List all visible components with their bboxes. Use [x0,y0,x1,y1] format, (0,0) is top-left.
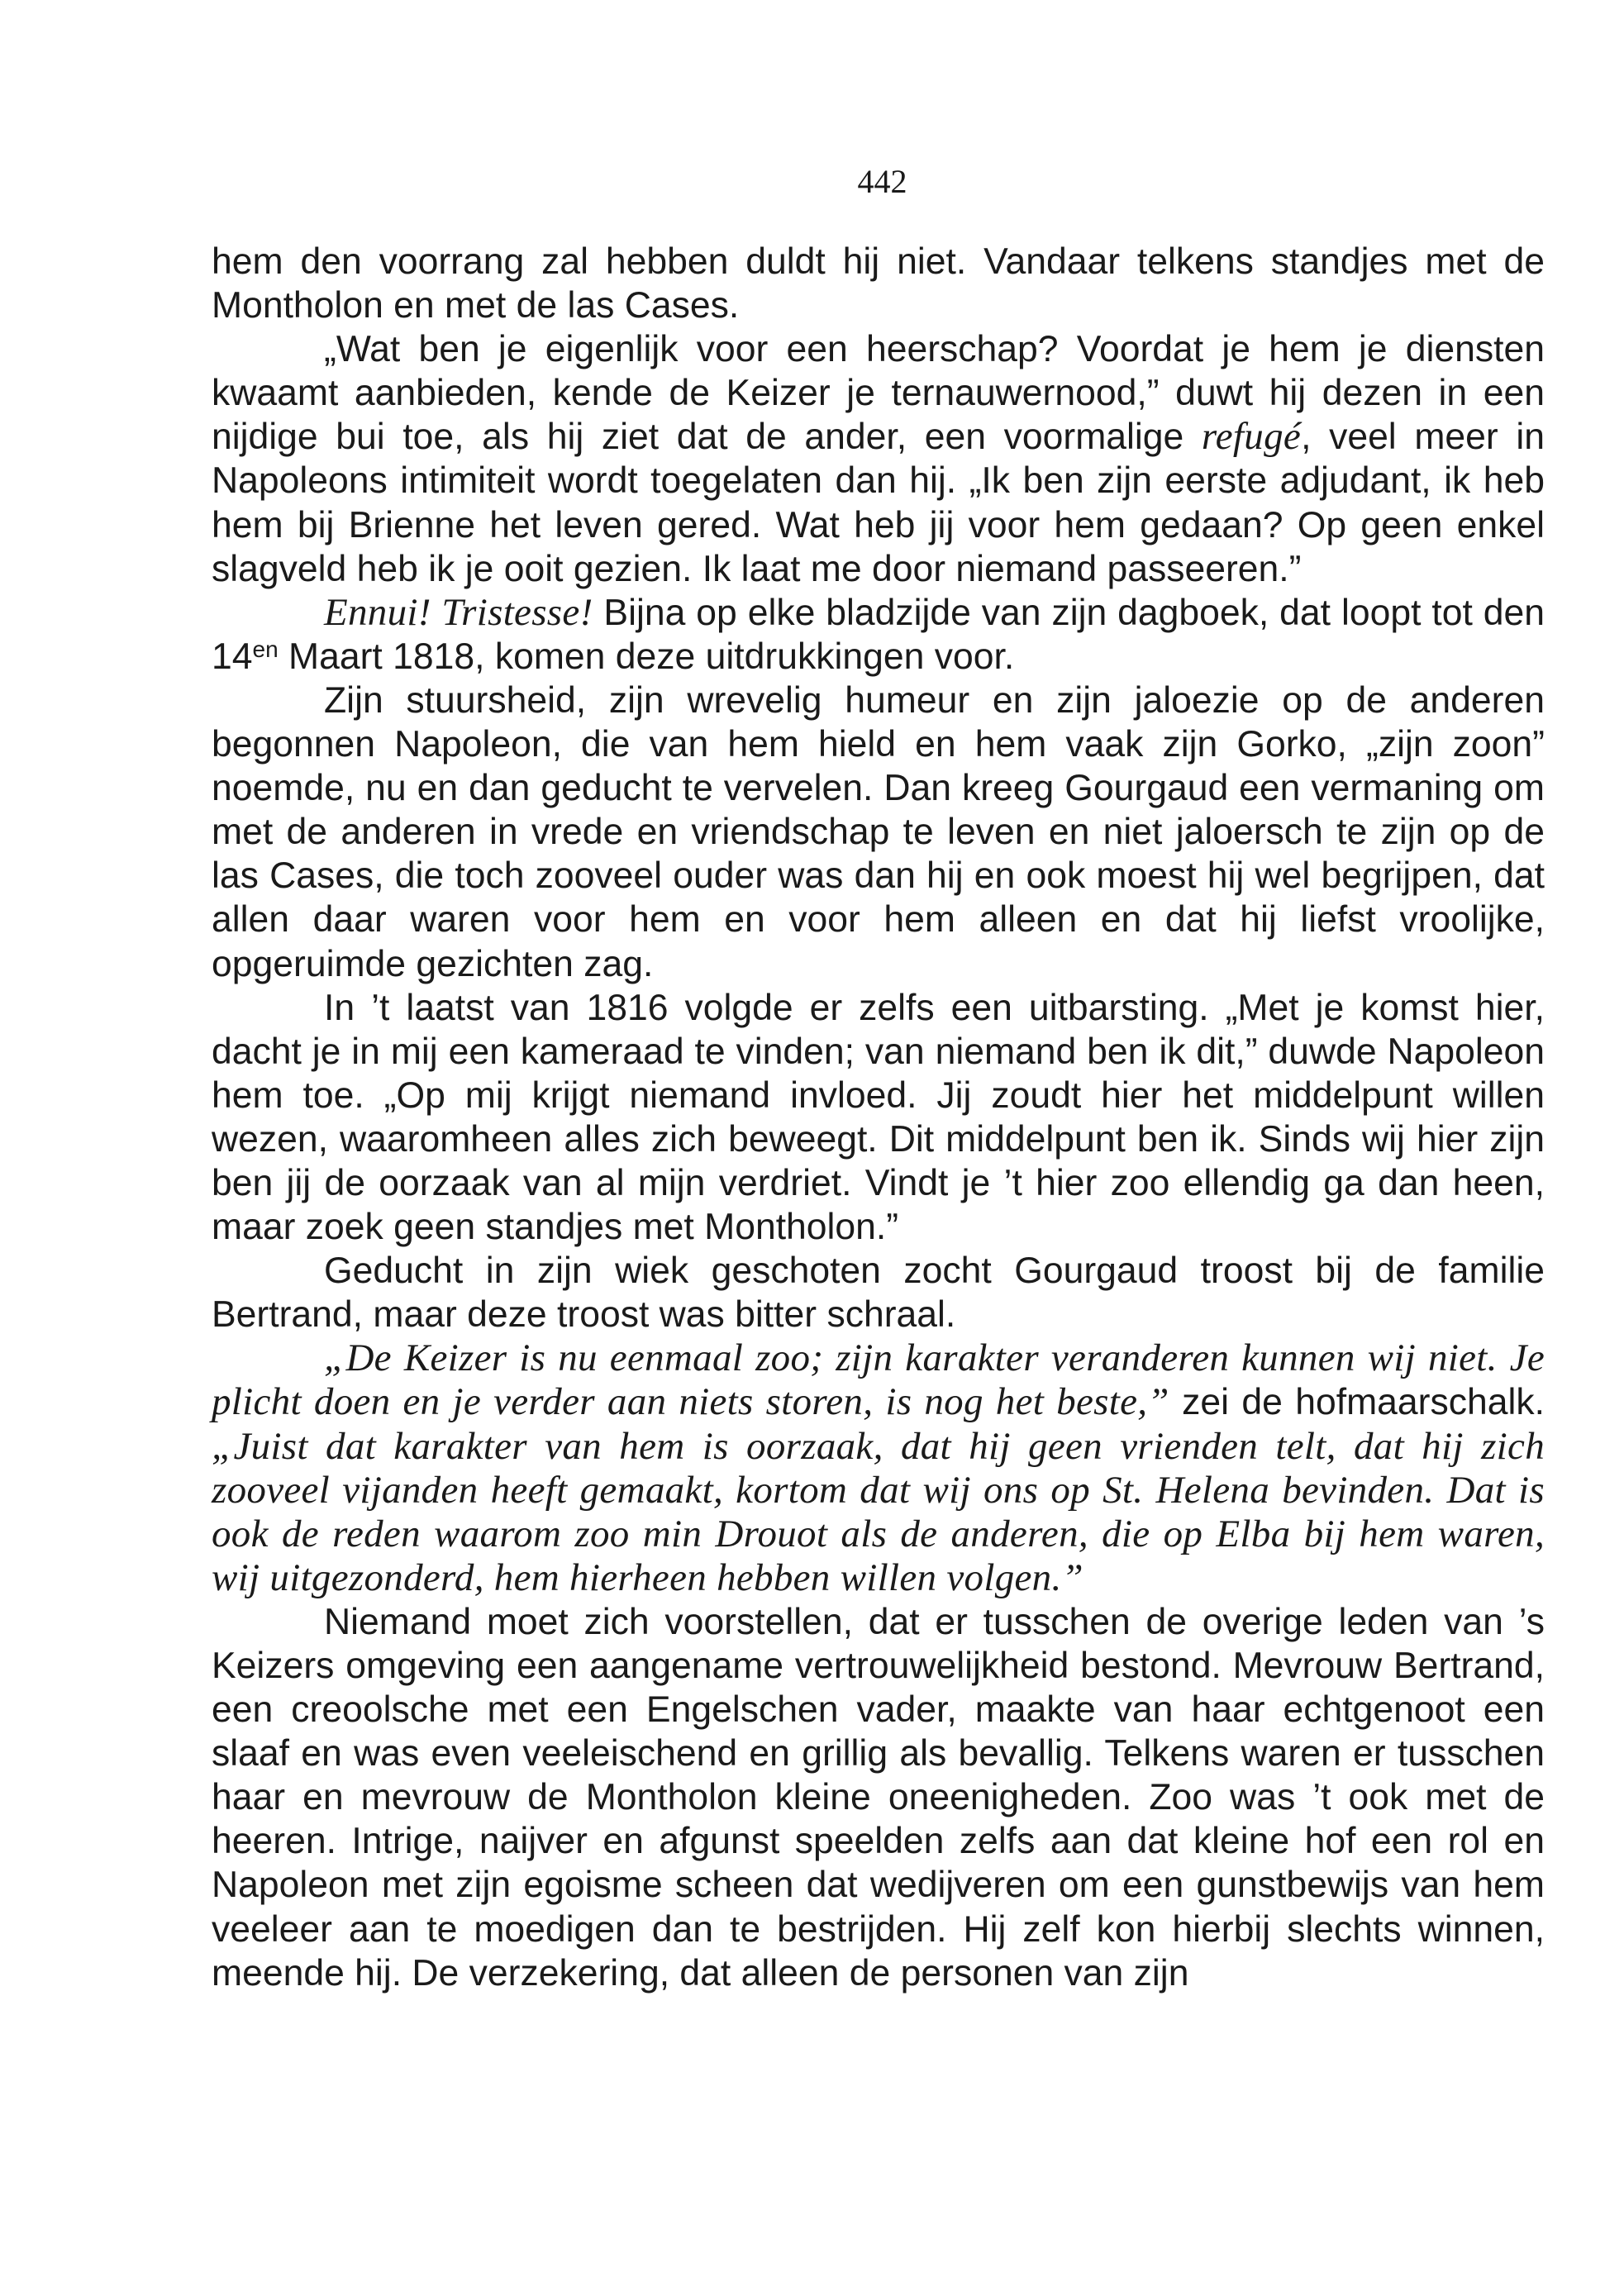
paragraph-1: hem den voorrang zal hebben duldt hij niet. Vandaar telkens standjes met de Montholon en met de las Cases. [212,241,1545,326]
paragraph-3 [212,591,1545,679]
paragraph-8: Niemand moet zich voorstellen, dat er tusschen de overige leden van ’s Keizers omgeving een aangename vertrouwelijkheid bestond. Mevrouw Bertrand, een creoolsche met een Engelschen vader, maakte van haar echtgenoot een slaaf en was even veeleischend en grillig als bevallig. Telkens waren er tusschen haar en mevrouw de Montholon kleine oneenigheden. Zoo was ’t ook met de heeren. Intrige, naijver en afgunst speelden zelfs aan dat kleine hof een rol en Napoleon met zijn egoisme scheen dat wedijveren om een gunstbewijs van hem veeleer aan te moedigen dan te bestrijden. Hij zelf kon hierbij slechts winnen, meende hij. De verzekering, dat alleen de personen van zijn [212,1601,1545,1994]
paragraph-2-text-a: „Wat ben je eigenlijk voor een heerschap? Voordat je hem je diensten kwaamt aanbieden, kende de Keizer je ternauwernood,” duwt hij dezen in een nijdige bui toe, als hij ziet dat de ander, een voormalige [212,329,1545,458]
paragraph-7-italic-2: „Juist dat karakter van hem is oorzaak, dat hij geen vrienden telt, dat hij zich zooveel vijanden heeft gemaakt, kortom dat wij ons op St. Helena bevinden. Dat is ook de reden waarom zoo min Drouot als de anderen, die op Elba bij hem waren, wij uitgezonderd, hem hierheen hebben willen volgen.” [212,1424,1545,1599]
paragraph-7-text-a: zei de hofmaarschalk. [1169,1382,1545,1423]
paragraph-7 [212,1336,1545,1600]
paragraph-5: In ’t laatst van 1816 volgde er zelfs een uitbarsting. „Met je komst hier, dacht je in mij een kameraad te vinden; van niemand ben ik dit,” duwde Napoleon hem toe. „Op mij krijgt niemand invloed. Jij zoudt hier het middelpunt willen wezen, waaromheen alles zich beweegt. Dit middelpunt ben ik. Sinds wij hier zijn ben jij de oorzaak van al mijn verdriet. Vindt je ’t hier zoo ellendig ga dan heen, maar zoek geen standjes met Montholon.” [212,987,1545,1248]
paragraph-3-italic: Ennui! Tristesse! [324,590,593,634]
paragraph-6: Geducht in zijn wiek geschoten zocht Gourgaud troost bij de familie Bertrand, maar deze troost was bitter schraal. [212,1250,1545,1336]
paragraph-2-text-b: , veel meer in Napoleons intimiteit wordt toegelaten dan hij. „Ik ben zijn eerste adjudant, ik heb hem bij Brienne het leven gered. Wat heb jij voor hem gedaan? Op geen enkel slagveld heb ik je ooit gezien. Ik laat me door niemand passeeren.” [212,417,1545,589]
paragraph-7-italic-1: „De Keizer is nu eenmaal zoo; zijn karakter veranderen kunnen wij niet. Je plicht doen en je verder aan niets storen, is nog het beste,” [212,1336,1545,1424]
paragraph-4: Zijn stuursheid, zijn wrevelig humeur en zijn jaloezie op de anderen begonnen Napoleon, die van hem hield en hem vaak zijn Gorko, „zijn zoon” noemde, nu en dan geducht te vervelen. Dan kreeg Gourgaud een vermaning om met de anderen in vrede en vriendschap te leven en niet jaloersch te zijn op de las Cases, die toch zooveel ouder was dan hij en ook moest hij wel begrijpen, dat allen daar waren voor hem en voor hem alleen en dat hij liefst vroolijke, opgeruimde gezichten zag. [212,679,1545,984]
paragraph-2 [212,327,1545,591]
paragraph-3-text-b: Maart 1818, komen deze uitdrukkingen voor. [278,636,1015,677]
paragraph-2-italic: refugé [1201,415,1302,459]
body-text [212,240,1545,1995]
page-number: 442 [857,163,907,200]
paragraph-3-superscript: en [252,636,279,662]
paragraph-3-text-a: Bijna op elke bladzijde van zijn dagboek, dat loopt tot den 14 [212,592,1545,677]
